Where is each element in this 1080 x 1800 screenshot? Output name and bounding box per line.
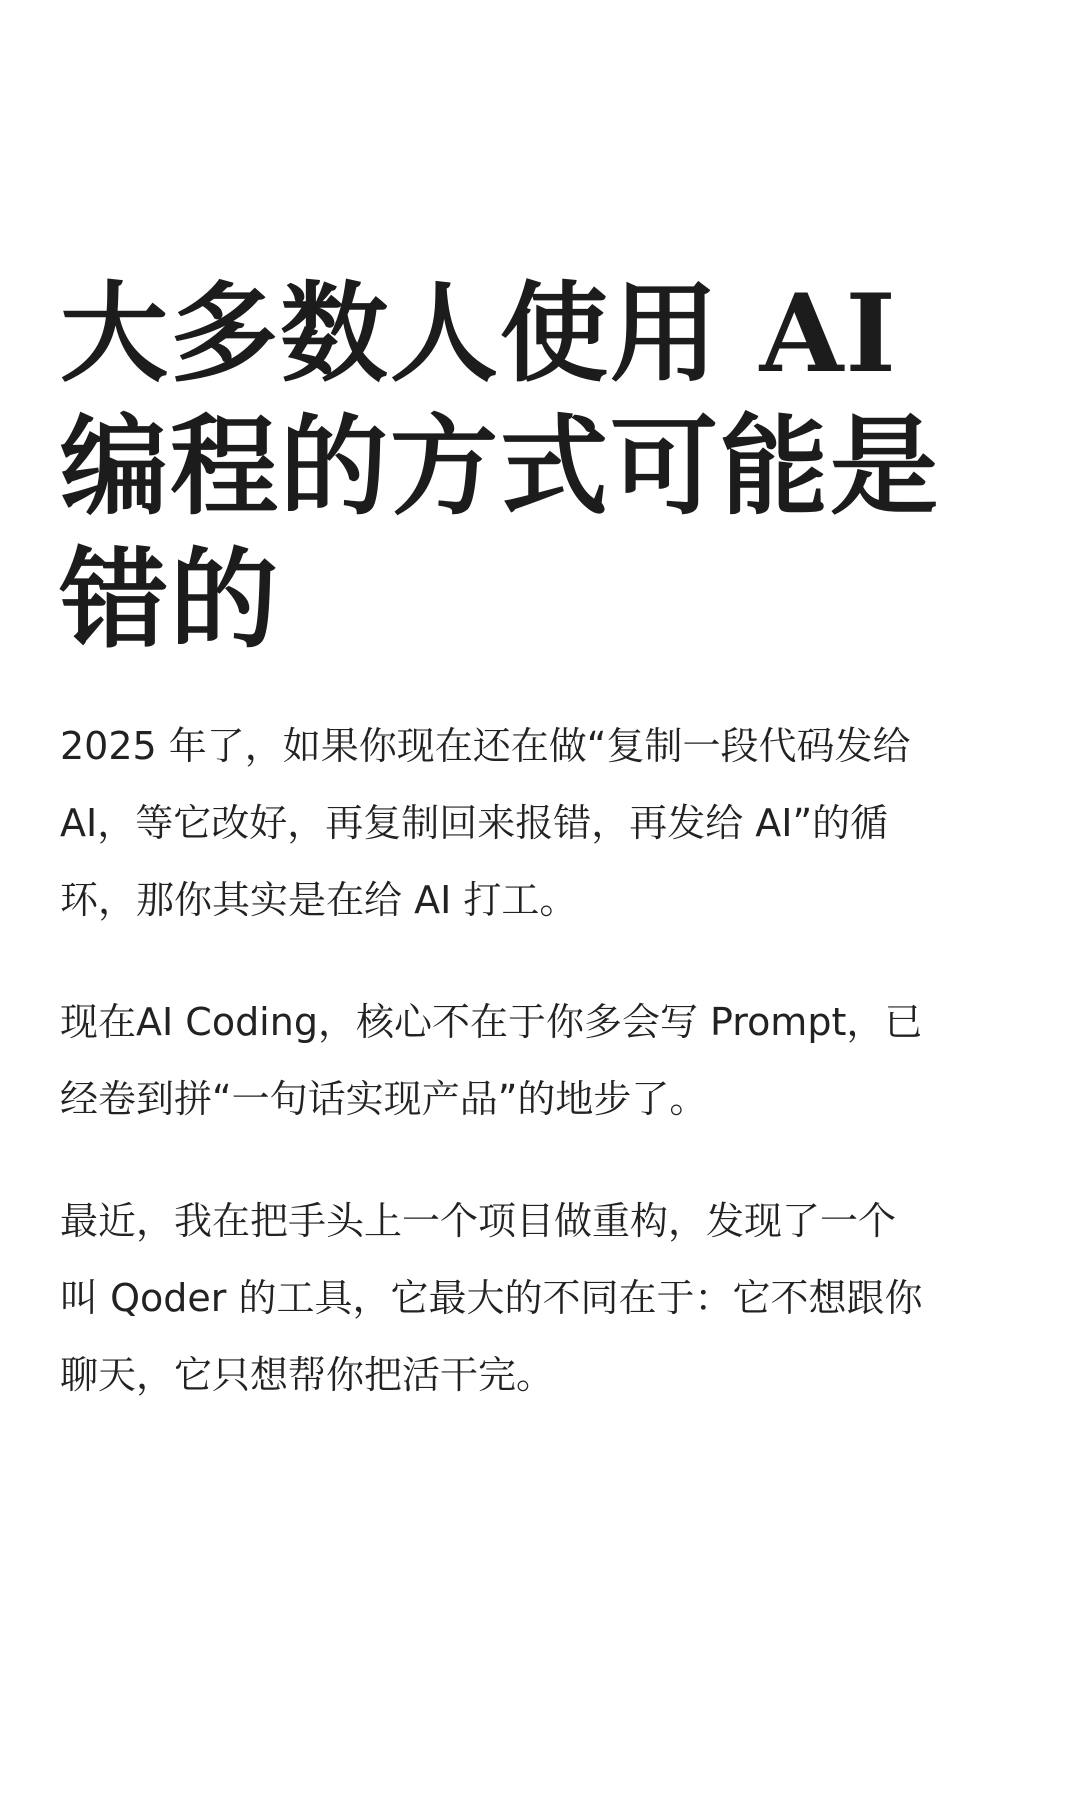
article-paragraph-1 — [60, 708, 1030, 939]
article-paragraph-2 — [60, 984, 1030, 1138]
paragraph-line: 经卷到拼“一句话实现产品”的地步了。 — [60, 1077, 708, 1121]
paragraph-line: 最近，我在把手头上一个项目做重构，发现了一个 — [60, 1199, 897, 1243]
article-paragraph-3 — [60, 1183, 1030, 1414]
paragraph-line: 2025 年了，如果你现在还在做“复制一段代码发给 — [60, 724, 911, 768]
article-title — [60, 268, 1020, 667]
article-title-line: 编程的方式可能是 — [60, 404, 941, 530]
paragraph-line: 叫 Qoder 的工具，它最大的不同在于：它不想跟你 — [60, 1276, 923, 1320]
article-title-line: 错的 — [60, 537, 281, 663]
paragraph-line: 现在AI Coding，核心不在于你多会写 Prompt，已 — [60, 1000, 923, 1044]
article-title-line: 大多数人使用 AI — [60, 271, 898, 397]
paragraph-line: AI，等它改好，再复制回来报错，再发给 AI”的循 — [60, 801, 889, 845]
paragraph-line: 环，那你其实是在给 AI 打工。 — [60, 878, 578, 922]
paragraph-line: 聊天，它只想帮你把活干完。 — [60, 1353, 555, 1397]
